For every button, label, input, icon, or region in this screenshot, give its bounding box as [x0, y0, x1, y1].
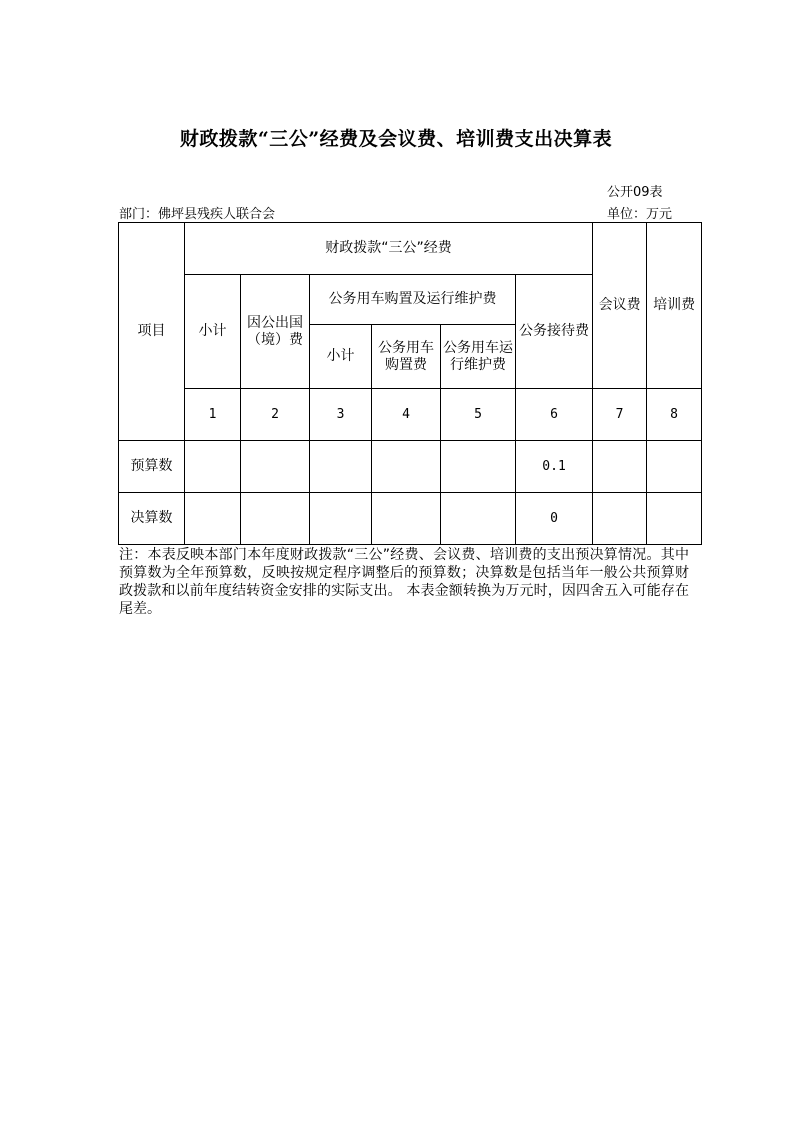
column-number: 8 — [647, 389, 702, 441]
header-subtotal: 小计 — [185, 275, 241, 389]
table-cell — [593, 441, 647, 493]
table-row — [119, 441, 702, 493]
header-vehicle: 公务用车购置及运行维护费 — [310, 275, 516, 325]
table-cell — [241, 493, 310, 545]
header-vehicle-operation: 公务用车运行维护费 — [441, 325, 516, 389]
row-label-final: 决算数 — [119, 493, 185, 545]
expenditure-table — [118, 222, 702, 545]
header-vehicle-purchase: 公务用车购置费 — [372, 325, 441, 389]
department-label: 部门：佛坪县残疾人联合会 — [119, 207, 276, 222]
unit-label: 单位：万元 — [607, 207, 673, 222]
table-cell — [372, 441, 441, 493]
table-cell — [647, 441, 702, 493]
column-number: 5 — [441, 389, 516, 441]
column-number: 6 — [516, 389, 593, 441]
table-cell — [185, 493, 241, 545]
header-meeting: 会议费 — [593, 223, 647, 389]
table-cell — [241, 441, 310, 493]
header-item: 项目 — [119, 223, 185, 441]
table-cell: 0 — [516, 493, 593, 545]
header-vehicle-subtotal: 小计 — [310, 325, 372, 389]
table-row — [119, 493, 702, 545]
header-training: 培训费 — [647, 223, 702, 389]
header-abroad: 因公出国（境）费 — [241, 275, 310, 389]
table-cell — [185, 441, 241, 493]
page-title: 财政拨款“三公”经费及会议费、培训费支出决算表 — [179, 128, 613, 150]
table-cell — [441, 441, 516, 493]
table-cell — [647, 493, 702, 545]
column-number: 1 — [185, 389, 241, 441]
column-number: 7 — [593, 389, 647, 441]
table-cell — [593, 493, 647, 545]
column-number: 3 — [310, 389, 372, 441]
header-three-public: 财政拨款“三公”经费 — [185, 223, 593, 275]
table-cell — [310, 493, 372, 545]
table-cell: 0.1 — [516, 441, 593, 493]
header-reception: 公务接待费 — [516, 275, 593, 389]
table-cell — [310, 441, 372, 493]
table-cell — [372, 493, 441, 545]
column-number: 2 — [241, 389, 310, 441]
column-number: 4 — [372, 389, 441, 441]
row-label-budget: 预算数 — [119, 441, 185, 493]
footnote: 注：本表反映本部门本年度财政拨款“三公”经费、会议费、培训费的支出预决算情况。其中预算数为全年预算数，反映按规定程序调整后的预算数；决算数是包括当年一般公共预算财政拨款和以前年度结转资金安排的实际支出。 本表金额转换为万元时，因四舍五入可能存在尾差。 — [119, 547, 689, 617]
form-number: 公开09表 — [607, 185, 663, 200]
table-cell — [441, 493, 516, 545]
